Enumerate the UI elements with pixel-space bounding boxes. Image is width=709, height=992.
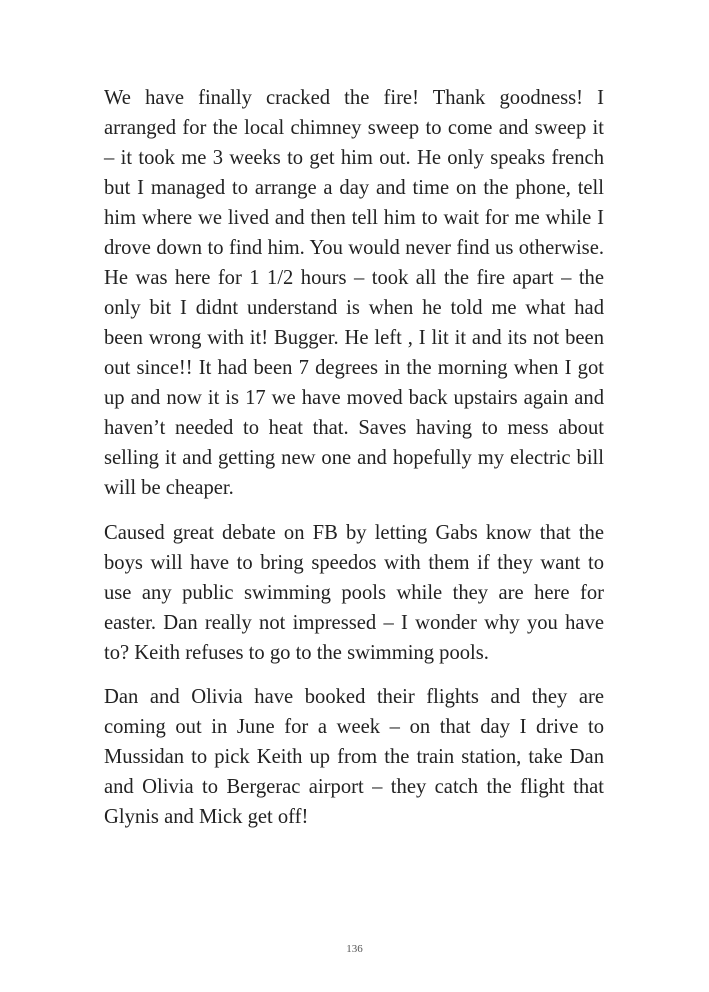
body-text xyxy=(104,83,604,847)
page-number: 136 xyxy=(346,943,363,955)
paragraph-fire: We have finally cracked the fire! Thank goodness! I arranged for the local chimney sweep to come and sweep it – it took me 3 weeks to get him out. He only speaks french but I managed to arrange a day and time on the phone, tell him where we lived and then tell him to wait for me while I drove down to find him. You would never find us otherwise. He was here for 1 1/2 hours – took all the fire apart – the only bit I didnt understand is when he told me what had been wrong with it! Bugger. He left , I lit it and its not been out since!! It had been 7 degrees in the morning when I got up and now it is 17 we have moved back upstairs again and haven’t needed to heat that. Saves having to mess about selling it and getting new one and hopefully my electric bill will be cheaper. xyxy=(104,87,604,499)
paragraph-flights: Dan and Olivia have booked their flights and they are coming out in June for a week – on that day I drive to Mussidan to pick Keith up from the train station, take Dan and Olivia to Bergerac airport – they catch the flight that Glynis and Mick get off! xyxy=(104,686,604,828)
paragraph-swimming-pools: Caused great debate on FB by letting Gabs know that the boys will have to bring speedos with them if they want to use any public swimming pools while they are here for easter. Dan really not impressed – I wonder why you have to? Keith refuses to go to the swimming pools. xyxy=(104,521,604,664)
